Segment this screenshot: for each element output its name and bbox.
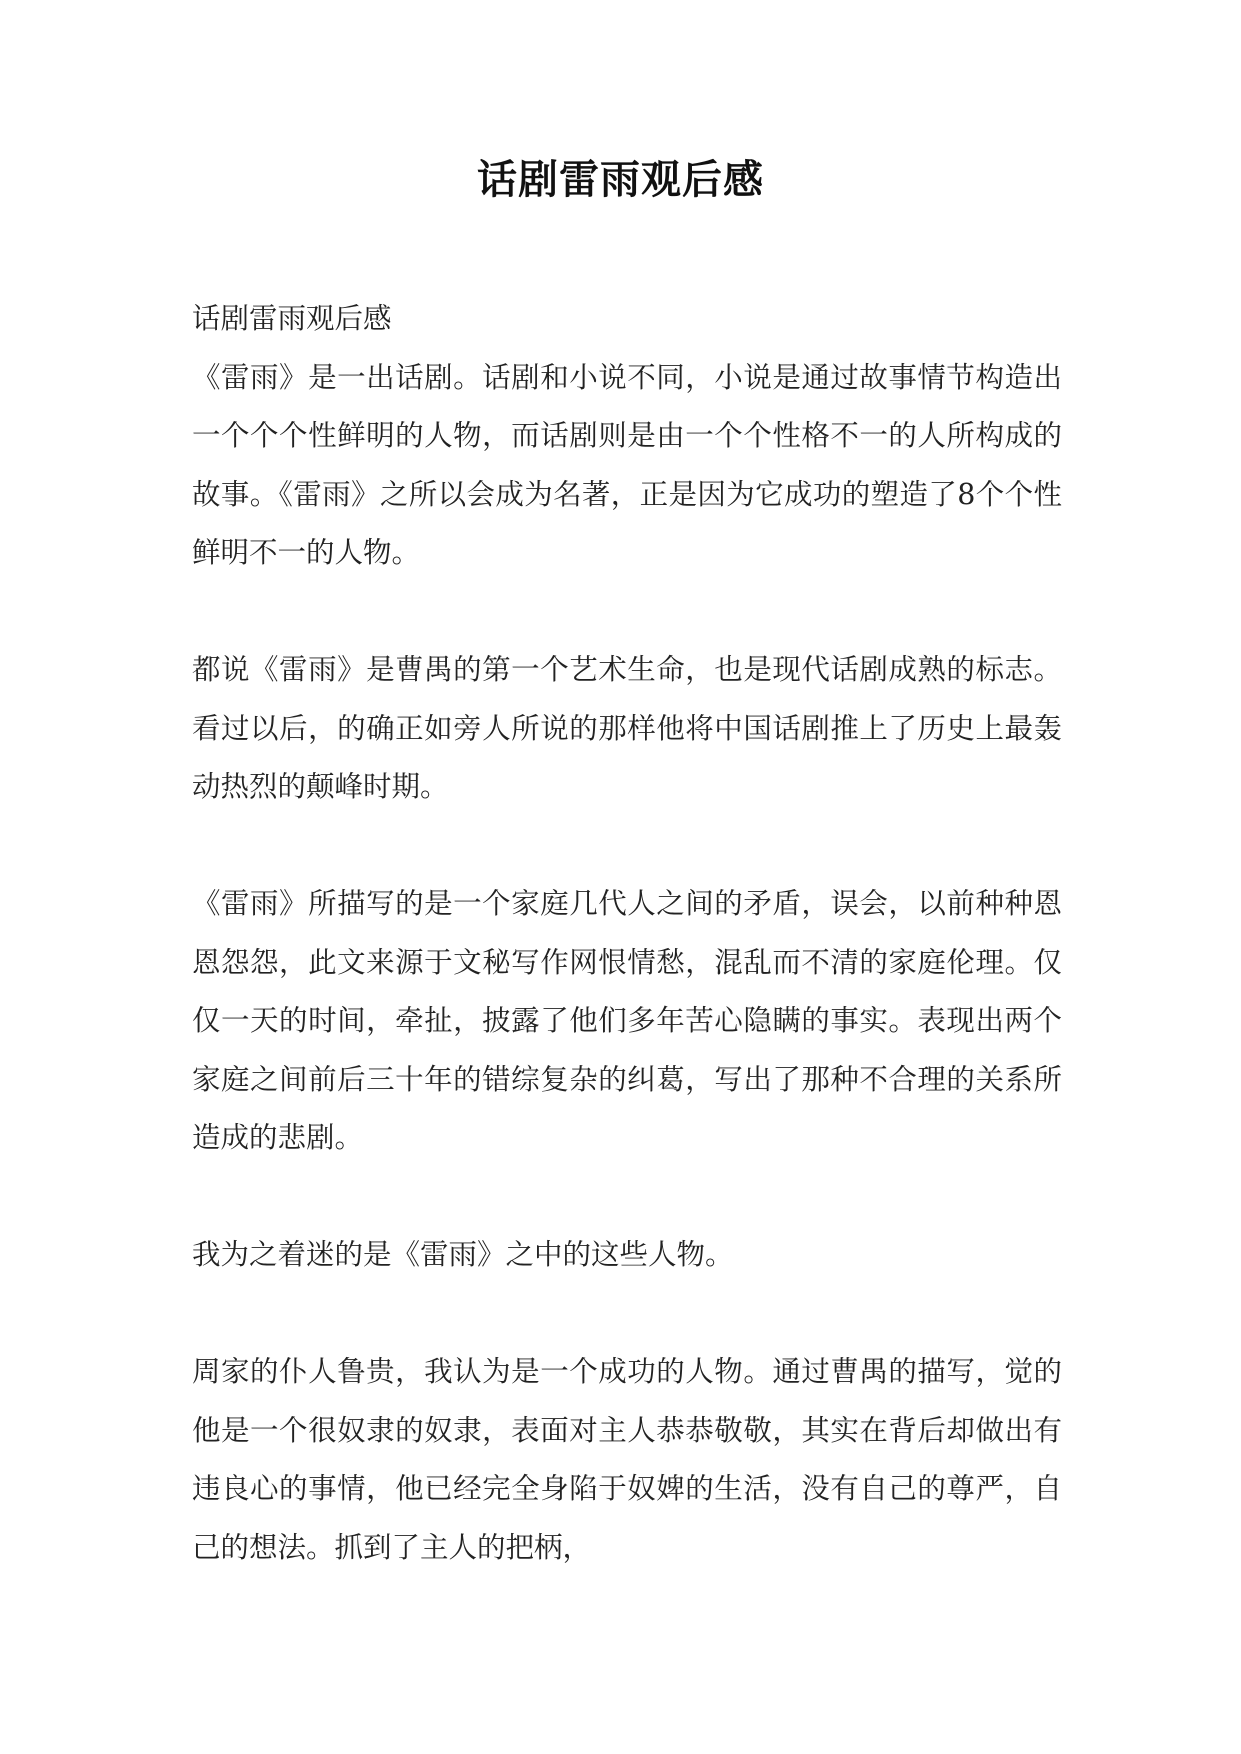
paragraph-characters: 我为之着迷的是《雷雨》之中的这些人物。 xyxy=(192,1238,734,1271)
paragraph-lugui: 周家的仆人鲁贵，我认为是一个成功的人物。通过曹禺的描写，觉的他是一个很奴隶的奴隶，表面对主人恭恭敬敬，其实在背后却做出有违良心的事情，他已经完全身陷于奴婢的生活，没有自己的尊严，自己的想法。抓到了主人的把柄， xyxy=(192,1355,1062,1564)
paragraph-significance: 都说《雷雨》是曹禺的第一个艺术生命，也是现代话剧成熟的标志。看过以后，的确正如旁人所说的那样他将中国话剧推上了历史上最轰动热烈的颠峰时期。 xyxy=(192,653,1062,803)
paragraph-intro: 《雷雨》是一出话剧。话剧和小说不同，小说是通过故事情节构造出一个个个性鲜明的人物，而话剧则是由一个个性格不一的人所构成的故事。《雷雨》之所以会成为名著，正是因为它成功的塑造了8个个性鲜明不一的人物。 xyxy=(192,360,1062,569)
paragraph-subtitle: 话剧雷雨观后感 xyxy=(192,302,392,335)
document-body xyxy=(192,290,1062,1577)
document-title: 话剧雷雨观后感 xyxy=(477,157,764,203)
paragraph-plot: 《雷雨》所描写的是一个家庭几代人之间的矛盾，误会，以前种种恩恩怨怨，此文来源于文秘写作网恨情愁，混乱而不清的家庭伦理。仅仅一天的时间，牵扯，披露了他们多年苦心隐瞒的事实。表现出两个家庭之间前后三十年的错综复杂的纠葛，写出了那种不合理的关系所造成的悲剧。 xyxy=(192,887,1062,1154)
